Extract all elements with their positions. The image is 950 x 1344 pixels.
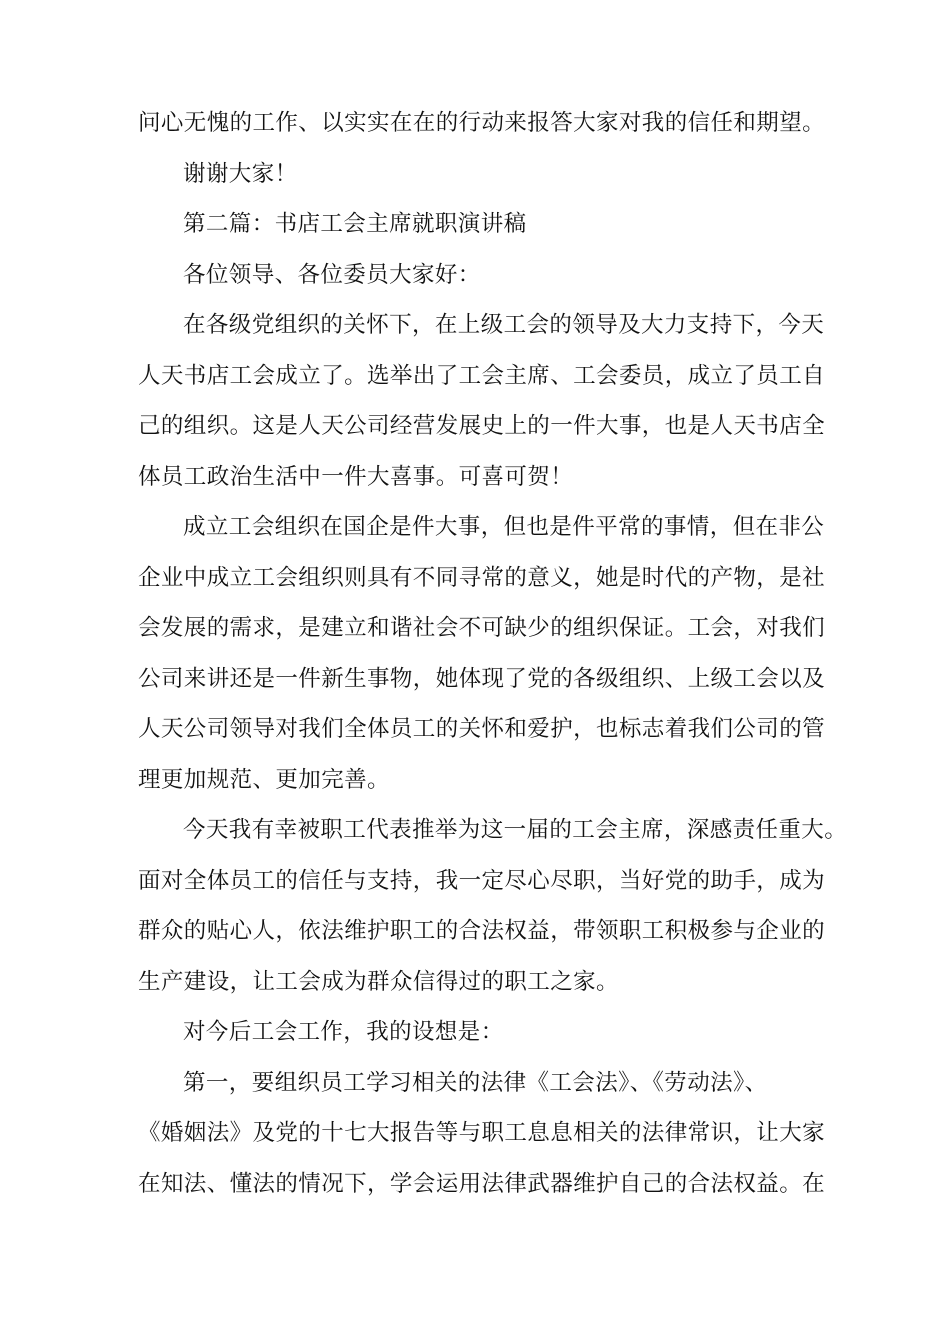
salutation-line: 各位领导、各位委员大家好： (183, 261, 481, 288)
text-line: 在知法、懂法的情况下，学会运用法律武器维护自己的合法权益。在 (138, 1170, 826, 1197)
text-line: 体员工政治生活中一件大喜事。可喜可贺！ (138, 463, 574, 490)
text-line: 在各级党组织的关怀下，在上级工会的领导及大力支持下，今天 (183, 312, 825, 338)
text-line: 会发展的需求，是建立和谐社会不可缺少的组织保证。工会，对我们 (138, 615, 826, 641)
text-line: 成立工会组织在国企是件大事，但也是件平常的事情，但在非公 (183, 514, 825, 540)
text-line: 面对全体员工的信任与支持，我一定尽心尽职，当好党的助手，成为 (138, 867, 826, 894)
text-line: 第一，要组织员工学习相关的法律《工会法》、《劳动法》、 (183, 1069, 768, 1096)
text-line: 问心无愧的工作、以实实在在的行动来报答大家对我的信任和期望。 (138, 110, 826, 136)
text-line: 公司来讲还是一件新生事物，她体现了党的各级组织、上级工会以及 (138, 665, 826, 692)
text-line: 《婚姻法》及党的十七大报告等与职工息息相关的法律常识，让大家 (138, 1120, 826, 1146)
text-line: 理更加规范、更加完善。 (138, 766, 390, 793)
document-body (138, 98, 848, 1209)
text-line: 企业中成立工会组织则具有不同寻常的意义，她是时代的产物，是社 (138, 564, 826, 591)
text-line: 对今后工会工作，我的设想是： (183, 1019, 504, 1045)
section-heading: 第二篇：书店工会主席就职演讲稿 (183, 211, 527, 237)
text-line: 今天我有幸被职工代表推举为这一届的工会主席，深感责任重大。 (183, 817, 848, 843)
text-line: 人天公司领导对我们全体员工的关怀和爱护，也标志着我们公司的管 (138, 716, 826, 742)
text-line: 己的组织。这是人天公司经营发展史上的一件大事，也是人天书店全 (138, 413, 826, 439)
closing-line: 谢谢大家！ (183, 160, 298, 187)
text-line: 生产建设，让工会成为群众信得过的职工之家。 (138, 968, 619, 995)
text-line: 群众的贴心人，依法维护职工的合法权益，带领职工积极参与企业的 (138, 918, 826, 944)
text-line: 人天书店工会成立了。选举出了工会主席、工会委员，成立了员工自 (138, 362, 826, 389)
